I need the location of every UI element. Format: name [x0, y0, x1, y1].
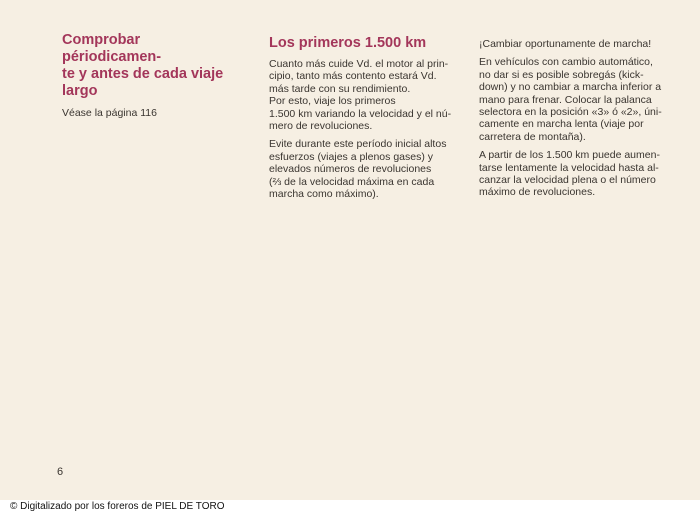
maintenance-heading: Comprobar périodicamen- te y antes de cada viaje largo — [62, 32, 224, 99]
column-maintenance — [62, 32, 242, 120]
page-reference: Véase la página 116 — [62, 107, 157, 119]
break-in-paragraph-1: Cuanto más cuide Vd. el motor al prin- cipio, tanto más contento estará Vd. más tarde con su rendimiento. Por esto, viaje los primeros 1.500 km variando la velocidad y el nú- mero de revoluciones. — [269, 58, 452, 133]
break-in-paragraph-2: Evite durante este período inicial altos esfuerzos (viajes a plenos gases) y elevados números de revoluciones (⅔ de la velocidad máxima en cada marcha como máximo). — [269, 138, 447, 201]
gear-shift-intro: ¡Cambiar oportunamente de marcha! — [479, 38, 652, 50]
column-break-in — [269, 32, 461, 206]
page-number: 6 — [57, 466, 64, 478]
footer-credit: © Digitalizado por los foreros de PIEL DE TORO — [10, 501, 225, 512]
break-in-heading: Los primeros 1.500 km — [269, 35, 427, 51]
gear-shift-paragraph-2: A partir de los 1.500 km puede aumen- tarse lentamente la velocidad hasta al- canzar la velocidad plena o el número máximo de revoluciones. — [479, 149, 660, 199]
column-gear-shift — [479, 32, 669, 205]
gear-shift-paragraph-1: En vehículos con cambio automático, no dar si es posible sobregás (kick- down) y no cambiar a marcha inferior a mano para frenar. Colocar la palanca selectora en la posición «3» ó «2», úni- camente en marcha lenta (viaje por carretera de montaña). — [479, 56, 662, 143]
footer-bar — [0, 500, 700, 513]
